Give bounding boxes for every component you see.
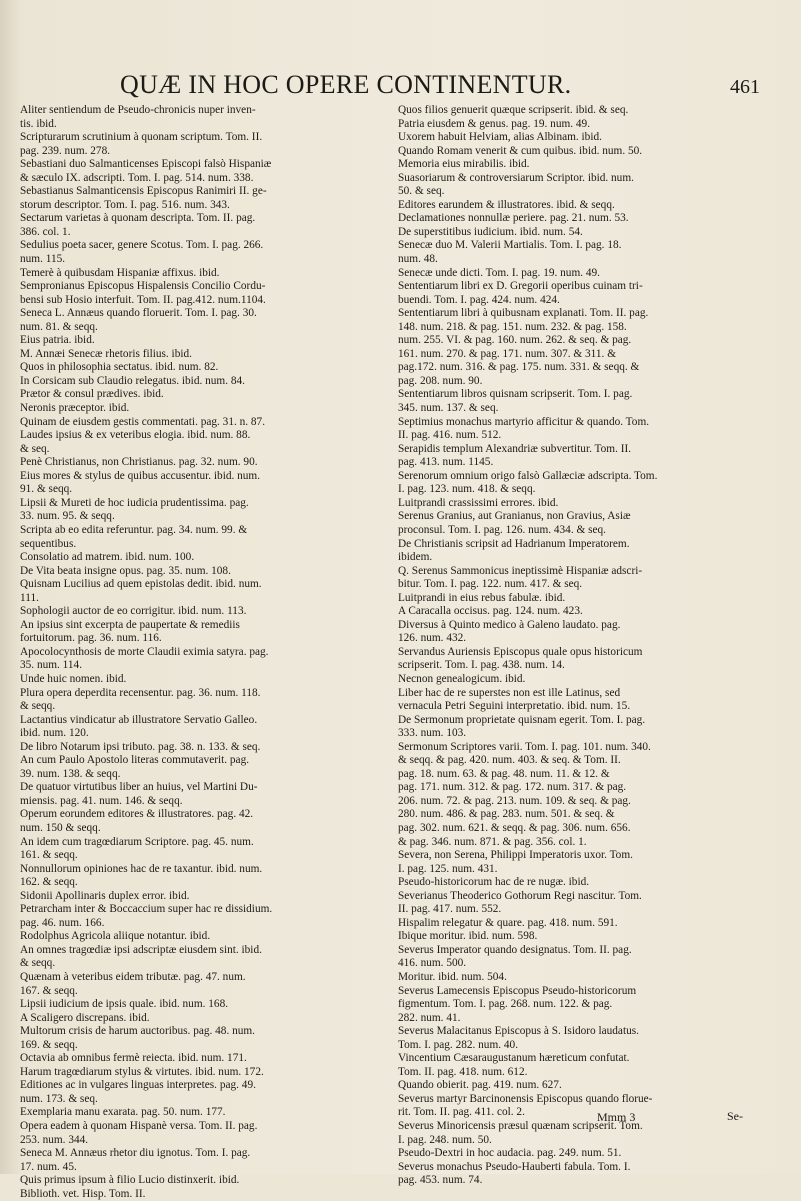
index-entry-line: Exemplaria manu exarata. pag. 50. num. 177.	[20, 1106, 226, 1119]
index-entry-line: Vincentium Cæsaraugustanum hæreticum confutat.	[398, 1052, 630, 1065]
index-entry-line: Serapidis templum Alexandriæ subvertitur. Tom. II.	[398, 442, 632, 455]
index-entry-line: Quænam à veteribus eidem tributæ. pag. 47. num.	[20, 971, 246, 983]
index-entry-line: Nonnullorum opiniones hac de re taxantur. ibid. num.	[20, 862, 263, 875]
index-entry-line: num. 48.	[398, 253, 438, 266]
index-entry-line: Operum eorundem editores & illustratores. pag. 42.	[20, 808, 254, 821]
index-entry-line: De Vita beata insigne opus. pag. 35. num. 108.	[20, 564, 231, 577]
index-entry-line: Eius mores & stylus de quibus accusentur. ibid. num.	[20, 469, 261, 482]
index-entry-line: 161. num. 270. & pag. 171. num. 307. & 311. &	[398, 347, 616, 360]
index-entry-line: Quos filios genuerit quæque scripserit. ibid. & seq.	[398, 104, 629, 116]
index-entry-line: sequentibus.	[20, 537, 77, 550]
index-entry-line: Q. Serenus Sammonicus ineptissimè Hispaniæ adscri-	[398, 564, 643, 577]
index-entry-line: Liber hac de re superstes non est ille Latinus, sed	[398, 686, 621, 699]
index-entry-line: pag. 18. num. 63. & pag. 48. num. 11. & 12. &	[398, 767, 610, 780]
index-column-left	[20, 104, 375, 1201]
index-entry-line: 386. col. 1.	[20, 225, 71, 238]
index-entry-line: pag.172. num. 316. & pag. 175. num. 331. & seqq. &	[398, 361, 640, 374]
index-entry-line: pag. 171. num. 312. & pag. 172. num. 317. & pag.	[398, 781, 627, 794]
index-entry-line: Lipsii iudicium de ipsis quale. ibid. num. 168.	[20, 998, 229, 1011]
index-entry-line: M. Annæi Senecæ rhetoris filius. ibid.	[20, 347, 192, 360]
index-entry-line: Sebastiani duo Salmanticenses Episcopi falsò Hispaniæ	[20, 158, 272, 171]
index-entry-line: Sidonii Apollinaris duplex error. ibid.	[20, 889, 190, 902]
index-entry-line: I. pag. 248. num. 50.	[398, 1133, 492, 1146]
index-entry-line: Severus Lamecensis Episcopus Pseudo-historicorum	[398, 984, 637, 997]
index-entry-line: Severus martyr Barcinonensis Episcopus quando florue-	[398, 1092, 653, 1105]
index-entry-line: Quinam de eiusdem gestis commentati. pag. 31. n. 87.	[20, 415, 266, 428]
index-entry-line: Quando Romam venerit & cum quibus. ibid. num. 50.	[398, 144, 643, 157]
index-entry-line: 111.	[20, 591, 39, 604]
index-entry-line: De superstitibus iudicium. ibid. num. 54.	[398, 225, 583, 238]
index-entry-line: Temerè à quibusdam Hispaniæ affixus. ibid.	[20, 266, 220, 279]
index-entry-line: 206. num. 72. & pag. 213. num. 109. & seq. & pag.	[398, 794, 631, 807]
index-entry-line: Editores earundem & illustratores. ibid. & seqq.	[398, 198, 615, 211]
index-entry-line: Senecæ duo M. Valerii Martialis. Tom. I. pag. 18.	[398, 239, 622, 252]
index-entry-line: Seneca L. Annæus quando floruerit. Tom. I. pag. 30.	[20, 307, 257, 320]
index-entry-line: bensi sub Hosio interfuit. Tom. II. pag.412. num.1104.	[20, 293, 266, 306]
index-entry-line: & seqq. & pag. 420. num. 403. & seq. & Tom. II.	[398, 754, 621, 767]
index-entry-line: Serenorum omnium origo falsò Gallæciæ adscripta. Tom.	[398, 469, 658, 482]
index-entry-line: num. 255. VI. & pag. 160. num. 262. & seq. & pag.	[398, 334, 632, 347]
index-entry-line: 162. & seqq.	[20, 876, 78, 889]
index-entry-line: Octavia ab omnibus fermè reiecta. ibid. num. 171.	[20, 1052, 247, 1065]
index-entry-line: Severa, non Serena, Philippi Imperatoris uxor. Tom.	[398, 849, 633, 862]
index-entry-line: De Christianis scripsit ad Hadrianum Imperatorem.	[398, 537, 630, 550]
index-entry-line: rit. Tom. II. pag. 411. col. 2.	[398, 1106, 525, 1119]
index-entry-line: Unde huic nomen. ibid.	[20, 672, 127, 685]
index-entry-line: 148. num. 218. & pag. 151. num. 232. & pag. 158.	[398, 320, 627, 333]
signature-mark: Mmm 3	[597, 1110, 636, 1124]
index-entry-line: Servandus Auriensis Episcopus quale opus historicum	[398, 645, 643, 658]
index-entry-line: Quisnam Lucilius ad quem epistolas dedit. ibid. num.	[20, 578, 262, 591]
index-entry-line: I. pag. 125. num. 431.	[398, 862, 498, 875]
index-entry-line: Quos in philosophia sectatus. ibid. num. 82.	[20, 361, 219, 374]
index-entry-line: Sedulius poeta sacer, genere Scotus. Tom. I. pag. 266.	[20, 239, 264, 252]
index-entry-line: Prætor & consul prædives. ibid.	[20, 388, 164, 401]
index-entry-line: Quando obierit. pag. 419. num. 627.	[398, 1079, 562, 1092]
index-entry-line: 282. num. 41.	[398, 1011, 461, 1024]
index-entry-line: Ibique moritur. ibid. num. 598.	[398, 930, 538, 943]
index-entry-line: & seqq.	[20, 957, 56, 970]
index-entry-line: & seq.	[20, 442, 50, 455]
index-entry-line: Sententiarum libros quisnam scripserit. Tom. I. pag.	[398, 388, 633, 401]
index-entry-line: 91. & seqq.	[20, 483, 73, 496]
index-entry-line: 333. num. 103.	[398, 727, 467, 740]
index-entry-line: scripserit. Tom. I. pag. 438. num. 14.	[398, 659, 565, 672]
index-entry-line: 17. num. 45.	[20, 1160, 77, 1173]
index-entry-line: Suasoriarum & controversiarum Scriptor. ibid. num.	[398, 171, 634, 184]
index-entry-line: Scripturarum scrutinium à quonam scriptum. Tom. II.	[20, 131, 263, 144]
index-entry-line: Quis primus ipsum à filio Lucio distinxerit. ibid.	[20, 1174, 240, 1187]
index-entry-line: ibid. num. 120.	[20, 727, 89, 740]
index-entry-line: Laudes ipsius & ex veteribus elogia. ibid. num. 88.	[20, 429, 251, 442]
index-entry-line: num. 81. & seqq.	[20, 320, 98, 333]
index-entry-line: 345. num. 137. & seq.	[398, 402, 499, 415]
index-entry-line: pag. 239. num. 278.	[20, 144, 111, 157]
index-entry-line: proconsul. Tom. I. pag. 126. num. 434. & seq.	[398, 523, 606, 536]
index-entry-line: Moritur. ibid. num. 504.	[398, 971, 507, 983]
index-entry-line: De libro Notarum ipsi tributo. pag. 38. n. 133. & seq.	[20, 740, 261, 753]
index-entry-line: Severianus Theoderico Gothorum Regi nascitur. Tom.	[398, 889, 642, 902]
index-entry-line: A Scaligero discrepans. ibid.	[20, 1011, 150, 1024]
index-entry-line: Sebastianus Salmanticensis Episcopus Ranimiri II. ge-	[20, 185, 267, 198]
index-entry-line: pag. 302. num. 621. & seqq. & pag. 306. num. 656.	[398, 821, 631, 834]
index-entry-line: & seqq.	[20, 700, 56, 713]
index-entry-line: Septimius monachus martyrio afficitur & quando. Tom.	[398, 415, 650, 428]
index-entry-line: 280. num. 486. & pag. 283. num. 501. & seq. &	[398, 808, 615, 821]
index-entry-line: figmentum. Tom. I. pag. 268. num. 122. & pag.	[398, 998, 613, 1011]
index-entry-line: 416. num. 500.	[398, 957, 467, 970]
index-entry-line: Seneca M. Annæus rhetor diu ignotus. Tom. I. pag.	[20, 1147, 251, 1160]
index-entry-line: I. pag. 123. num. 418. & seqq.	[398, 483, 536, 496]
index-entry-line: Sempronianus Episcopus Hispalensis Concilio Cordu-	[20, 280, 266, 293]
index-entry-line: Severus monachus Pseudo-Hauberti fabula. Tom. I.	[398, 1160, 631, 1173]
index-entry-line: An idem cum tragœdiarum Scriptore. pag. 45. num.	[20, 835, 254, 848]
index-entry-line: Rodolphus Agricola aliique notantur. ibid.	[20, 930, 211, 943]
index-entry-line: pag. 46. num. 166.	[20, 916, 105, 929]
index-entry-line: De Sermonum proprietate quisnam egerit. Tom. I. pag.	[398, 713, 646, 726]
index-entry-line: A Caracalla occisus. pag. 124. num. 423.	[398, 605, 583, 618]
index-entry-line: 169. & seqq.	[20, 1038, 78, 1051]
index-entry-line: An omnes tragœdiæ ipsi adscriptæ eiusdem sint. ibid.	[20, 943, 262, 956]
index-entry-line: De quatuor virtutibus liber an huius, vel Martini Du-	[20, 781, 258, 794]
index-entry-line: 167. & seqq.	[20, 984, 78, 997]
index-entry-line: num. 115.	[20, 253, 66, 266]
index-entry-line: Consolatio ad matrem. ibid. num. 100.	[20, 551, 195, 564]
index-entry-line: 35. num. 114.	[20, 659, 83, 672]
index-entry-line: Apocolocynthosis de morte Claudii eximia satyra. pag.	[20, 645, 269, 658]
index-entry-line: fortuitorum. pag. 36. num. 116.	[20, 632, 162, 645]
index-entry-line: Diversus à Quinto medico à Galeno laudato. pag.	[398, 618, 621, 631]
index-entry-line: Memoria eius mirabilis. ibid.	[398, 158, 530, 171]
index-entry-line: buendi. Tom. I. pag. 424. num. 424.	[398, 293, 560, 306]
index-entry-line: Opera eadem à quonam Hispanè versa. Tom. II. pag.	[20, 1120, 258, 1133]
index-entry-line: num. 150 & seqq.	[20, 821, 101, 834]
index-entry-line: Neronis præceptor. ibid.	[20, 402, 130, 415]
index-entry-line: Biblioth. vet. Hisp. Tom. II.	[20, 1187, 146, 1200]
index-entry-line: Lipsii & Mureti de hoc iudicia prudentissima. pag.	[20, 496, 249, 509]
index-entry-line: Penè Christianus, non Christianus. pag. 32. num. 90.	[20, 456, 258, 469]
index-entry-line: ibidem.	[398, 551, 433, 564]
index-entry-line: Severus Imperator quando designatus. Tom. II. pag.	[398, 943, 632, 956]
index-entry-line: Necnon genealogicum. ibid.	[398, 672, 526, 685]
index-entry-line: 161. & seqq.	[20, 849, 78, 862]
index-entry-line: Sententiarum libri à quibusnam explanati. Tom. II. pag.	[398, 307, 649, 320]
index-entry-line: storum descriptor. Tom. I. pag. 516. num. 343.	[20, 198, 230, 211]
index-entry-line: Severus Malacitanus Episcopus à S. Isidoro laudatus.	[398, 1025, 639, 1038]
index-entry-line: II. pag. 417. num. 552.	[398, 903, 502, 916]
index-entry-line: Aliter sentiendum de Pseudo-chronicis nuper inven-	[20, 104, 256, 116]
index-entry-line: Senecæ unde dicti. Tom. I. pag. 19. num. 49.	[398, 266, 601, 279]
index-entry-line: Uxorem habuit Helviam, alias Albinam. ibid.	[398, 131, 602, 144]
index-entry-line: II. pag. 416. num. 512.	[398, 429, 502, 442]
index-entry-line: 126. num. 432.	[398, 632, 467, 645]
index-entry-line: Patria eiusdem & genus. pag. 19. num. 49.	[398, 117, 591, 130]
index-entry-line: Hispalim relegatur & quare. pag. 418. num. 591.	[398, 916, 618, 929]
index-entry-line: Luitprandi crassissimi errores. ibid.	[398, 496, 559, 509]
index-entry-line: Pseudo-Dextri in hoc audacia. pag. 249. num. 51.	[398, 1147, 622, 1160]
index-entry-line: 50. & seq.	[398, 185, 445, 198]
index-entry-line: tis. ibid.	[20, 117, 57, 130]
page-header	[120, 68, 760, 102]
index-entry-line: 253. num. 344.	[20, 1133, 89, 1146]
index-entry-line: num. 173. & seq.	[20, 1092, 98, 1105]
index-entry-line: Declamationes nonnullæ periere. pag. 21. num. 53.	[398, 212, 629, 225]
index-entry-line: An ipsius sint excerpta de paupertate & remediis	[20, 618, 240, 631]
index-entry-line: bitur. Tom. I. pag. 122. num. 417. & seq.	[398, 578, 583, 591]
index-entry-line: Harum tragœdiarum stylus & virtutes. ibid. num. 172.	[20, 1065, 264, 1078]
index-entry-line: Sermonum Scriptores varii. Tom. I. pag. 101. num. 340.	[398, 740, 651, 753]
index-entry-line: An cum Paulo Apostolo literas commutaverit. pag.	[20, 754, 250, 767]
index-column-right	[398, 104, 770, 1188]
index-entry-line: & sæculo IX. adscripti. Tom. I. pag. 514. num. 338.	[20, 171, 254, 184]
index-entry-line: Tom. II. pag. 418. num. 612.	[398, 1065, 528, 1078]
index-entry-line: 39. num. 138. & seqq.	[20, 767, 121, 780]
index-entry-line: Plura opera deperdita recensentur. pag. 36. num. 118.	[20, 686, 261, 699]
index-entry-line: vernacula Petri Seguini interpretatio. ibid. num. 15.	[398, 700, 631, 713]
index-entry-line: Lactantius vindicatur ab illustratore Servatio Galleo.	[20, 713, 258, 726]
index-entry-line: Multorum crisis de harum auctoribus. pag. 48. num.	[20, 1025, 256, 1038]
index-entry-line: Sophologii auctor de eo corrigitur. ibid. num. 113.	[20, 605, 247, 618]
index-entry-line: Tom. I. pag. 282. num. 40.	[398, 1038, 519, 1051]
index-entry-line: Pseudo-historicorum hac de re nugæ. ibid.	[398, 876, 590, 889]
page-number: 461	[730, 76, 760, 98]
index-entry-line: pag. 413. num. 1145.	[398, 456, 494, 469]
index-entry-line: Serenus Granius, aut Granianus, non Gravius, Asiæ	[398, 510, 631, 523]
index-entry-line: pag. 453. num. 74.	[398, 1174, 483, 1187]
index-entry-line: miensis. pag. 41. num. 146. & seqq.	[20, 794, 183, 807]
index-entry-line: Editiones ac in vulgares linguas interpretes. pag. 49.	[20, 1079, 256, 1092]
index-entry-line: 33. num. 95. & seqq.	[20, 510, 115, 523]
index-entry-line: Luitprandi in eius rebus fabulæ. ibid.	[398, 591, 566, 604]
index-entry-line: Eius patria. ibid.	[20, 334, 95, 347]
index-entry-line: Petrarcham inter & Boccaccium super hac re dissidium.	[20, 903, 273, 916]
catchword: Se-	[727, 1109, 743, 1123]
index-entry-line: pag. 208. num. 90.	[398, 374, 483, 387]
index-entry-line: Sententiarum libri ex D. Gregorii operibus cuinam tri-	[398, 280, 643, 293]
index-entry-line: Scripta ab eo edita referuntur. pag. 34. num. 99. &	[20, 523, 248, 536]
index-entry-line: Sectarum varietas à quonam descripta. Tom. II. pag.	[20, 212, 256, 225]
index-entry-line: In Corsicam sub Claudio relegatus. ibid. num. 84.	[20, 374, 245, 387]
index-entry-line: Severus Minoricensis præsul quænam scripserit. Tom.	[398, 1120, 643, 1133]
index-entry-line: & pag. 346. num. 871. & pag. 356. col. 1.	[398, 835, 587, 848]
running-title: QUÆ IN HOC OPERE CONTINENTUR.	[120, 70, 572, 99]
